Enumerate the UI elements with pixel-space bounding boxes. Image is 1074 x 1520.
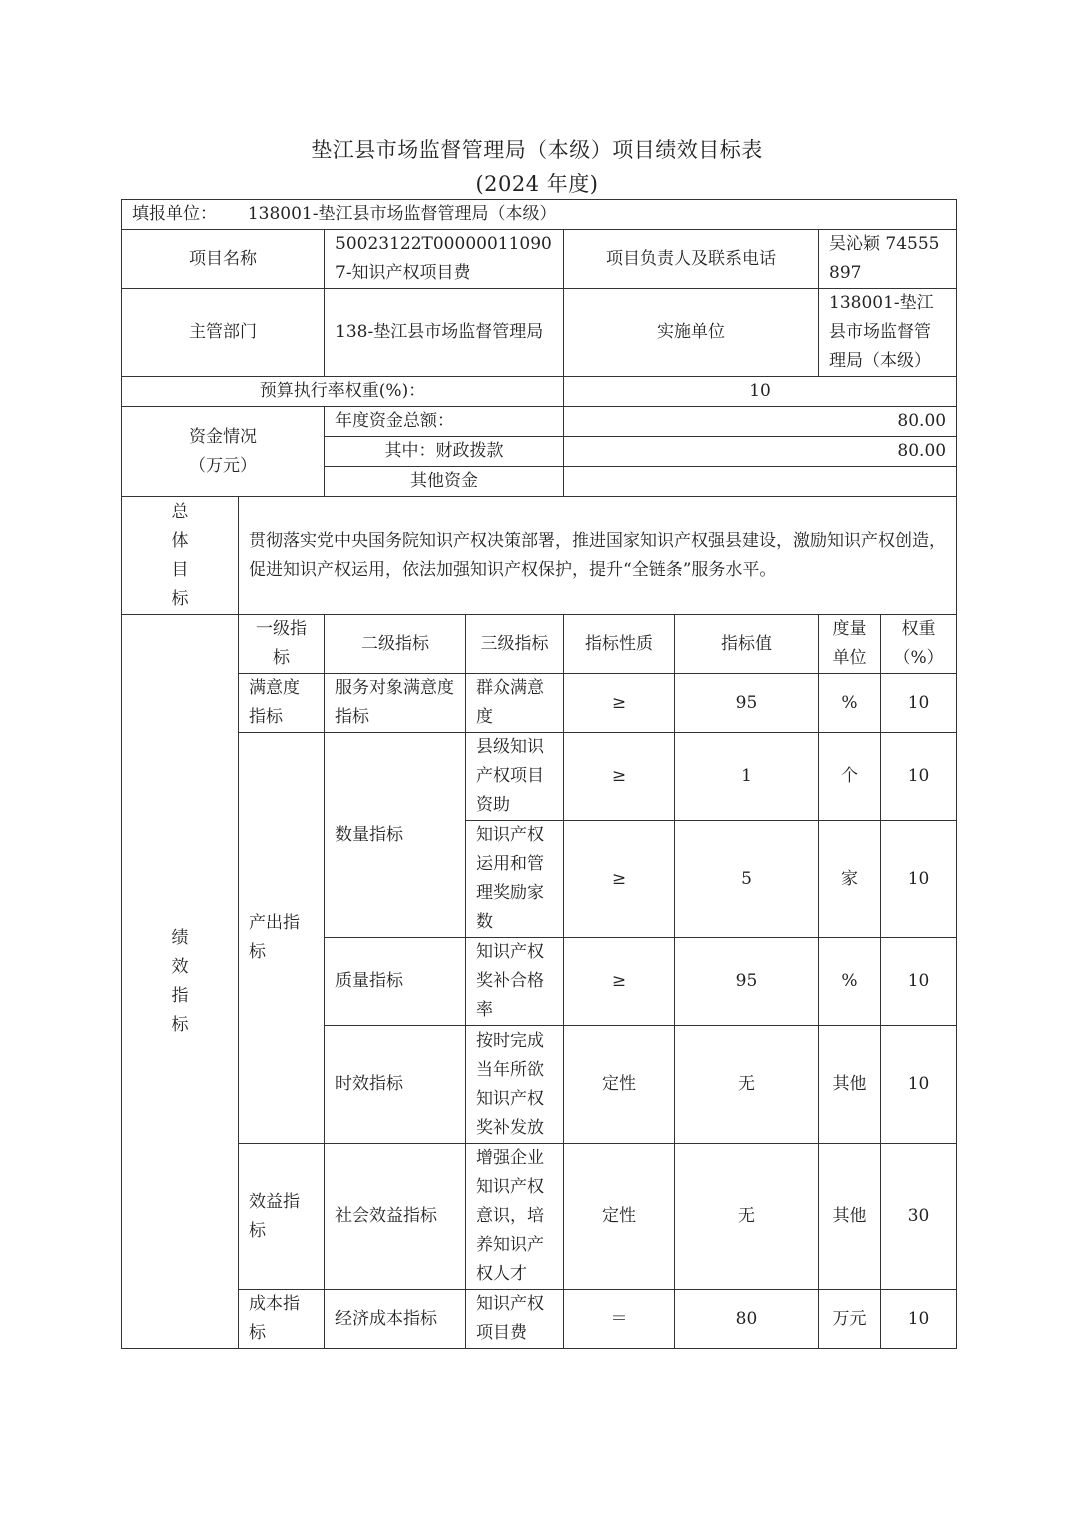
- cell-value: 95: [675, 674, 819, 733]
- goal-row: [122, 497, 957, 615]
- funds-total-row: [122, 407, 957, 437]
- perf-label-text: 绩效指标: [171, 927, 189, 1035]
- funds-fiscal-value: 80.00: [564, 437, 957, 467]
- cell-nature: ≥: [564, 821, 675, 938]
- filler-cell: [122, 200, 957, 230]
- cell-nature: 定性: [564, 1144, 675, 1290]
- header-unit: 度量单位: [819, 615, 881, 674]
- cell-value: 80: [675, 1290, 819, 1349]
- cell-l3: 群众满意度: [466, 674, 564, 733]
- cell-value: 95: [675, 938, 819, 1026]
- cell-l2: 经济成本指标: [325, 1290, 466, 1349]
- cell-unit: 家: [819, 821, 881, 938]
- performance-table: [121, 199, 957, 1349]
- funds-label: [122, 407, 325, 497]
- dept-label: 主管部门: [122, 289, 325, 377]
- cell-l3: 按时完成当年所欲知识产权奖补发放: [466, 1026, 564, 1144]
- cell-l1: 产出指标: [239, 733, 325, 1144]
- cell-l3: 增强企业知识产权意识，培养知识产权人才: [466, 1144, 564, 1290]
- perf-header-row: [122, 615, 957, 674]
- page-subtitle: (2024 年度): [475, 172, 599, 196]
- budget-label: 预算执行率权重(%)：: [122, 377, 564, 407]
- perf-label: [122, 615, 239, 1349]
- dept-value: 138-垫江县市场监督管理局: [325, 289, 564, 377]
- cell-nature: ≥: [564, 733, 675, 821]
- cell-l2: 数量指标: [325, 733, 466, 938]
- cell-nature: 定性: [564, 1026, 675, 1144]
- cell-nature: ＝: [564, 1290, 675, 1349]
- dept-row: [122, 289, 957, 377]
- funds-other-value: [564, 467, 957, 497]
- goal-text: 贯彻落实党中央国务院知识产权决策部署，推进国家知识产权强县建设，激励知识产权创造，促进知识产权运用，依法加强知识产权保护，提升“全链条”服务水平。: [239, 497, 957, 615]
- cell-weight: 10: [881, 1026, 957, 1144]
- goal-label-text: 总体目标: [171, 501, 189, 609]
- cell-l2: 时效指标: [325, 1026, 466, 1144]
- cell-l3: 知识产权奖补合格率: [466, 938, 564, 1026]
- header-weight: 权重（%）: [881, 615, 957, 674]
- cell-l1: 效益指标: [239, 1144, 325, 1290]
- impl-label: 实施单位: [564, 289, 819, 377]
- contact-label: 项目负责人及联系电话: [564, 230, 819, 289]
- cell-unit: 其他: [819, 1026, 881, 1144]
- cell-weight: 10: [881, 733, 957, 821]
- cell-unit: %: [819, 674, 881, 733]
- cell-weight: 10: [881, 821, 957, 938]
- funds-fiscal-label: 其中：财政拨款: [325, 437, 564, 467]
- contact-value: 吴沁颖 74555897: [819, 230, 957, 289]
- cell-l3: 知识产权项目费: [466, 1290, 564, 1349]
- cell-l3: 县级知识产权项目资助: [466, 733, 564, 821]
- project-row: [122, 230, 957, 289]
- page-title: 垫江县市场监督管理局（本级）项目绩效目标表: [311, 138, 763, 162]
- filler-value: 138001-垫江县市场监督管理局（本级）: [247, 204, 557, 224]
- cell-l1: 满意度指标: [239, 674, 325, 733]
- cell-unit: %: [819, 938, 881, 1026]
- header-value: 指标值: [675, 615, 819, 674]
- table-row: [122, 1144, 957, 1290]
- budget-value: 10: [564, 377, 957, 407]
- cell-value: 无: [675, 1144, 819, 1290]
- cell-value: 无: [675, 1026, 819, 1144]
- cell-l2: 质量指标: [325, 938, 466, 1026]
- cell-l1: 成本指标: [239, 1290, 325, 1349]
- cell-l3: 知识产权运用和管理奖励家数: [466, 821, 564, 938]
- cell-weight: 10: [881, 674, 957, 733]
- header-l1: 一级指标: [239, 615, 325, 674]
- cell-l2: 社会效益指标: [325, 1144, 466, 1290]
- project-name-label: 项目名称: [122, 230, 325, 289]
- filler-row: [122, 200, 957, 230]
- cell-unit: 个: [819, 733, 881, 821]
- funds-total-label: 年度资金总额：: [325, 407, 564, 437]
- cell-nature: ≥: [564, 674, 675, 733]
- cell-unit: 万元: [819, 1290, 881, 1349]
- funds-other-label: 其他资金: [325, 467, 564, 497]
- filler-label: 填报单位：: [132, 204, 217, 224]
- cell-unit: 其他: [819, 1144, 881, 1290]
- table-row: [122, 733, 957, 821]
- header-l3: 三级指标: [466, 615, 564, 674]
- header-nature: 指标性质: [564, 615, 675, 674]
- project-name-value: 50023122T000000110907-知识产权项目费: [325, 230, 564, 289]
- table-row: [122, 1290, 957, 1349]
- header-l2: 二级指标: [325, 615, 466, 674]
- cell-weight: 10: [881, 1290, 957, 1349]
- cell-weight: 10: [881, 938, 957, 1026]
- funds-total-value: 80.00: [564, 407, 957, 437]
- funds-label-text: 资金情况（万元）: [189, 426, 257, 476]
- cell-l2: 服务对象满意度指标: [325, 674, 466, 733]
- impl-value: 138001-垫江县市场监督管理局（本级）: [819, 289, 957, 377]
- goal-label: [122, 497, 239, 615]
- cell-value: 1: [675, 733, 819, 821]
- table-row: [122, 674, 957, 733]
- budget-row: [122, 377, 957, 407]
- cell-value: 5: [675, 821, 819, 938]
- cell-weight: 30: [881, 1144, 957, 1290]
- cell-nature: ≥: [564, 938, 675, 1026]
